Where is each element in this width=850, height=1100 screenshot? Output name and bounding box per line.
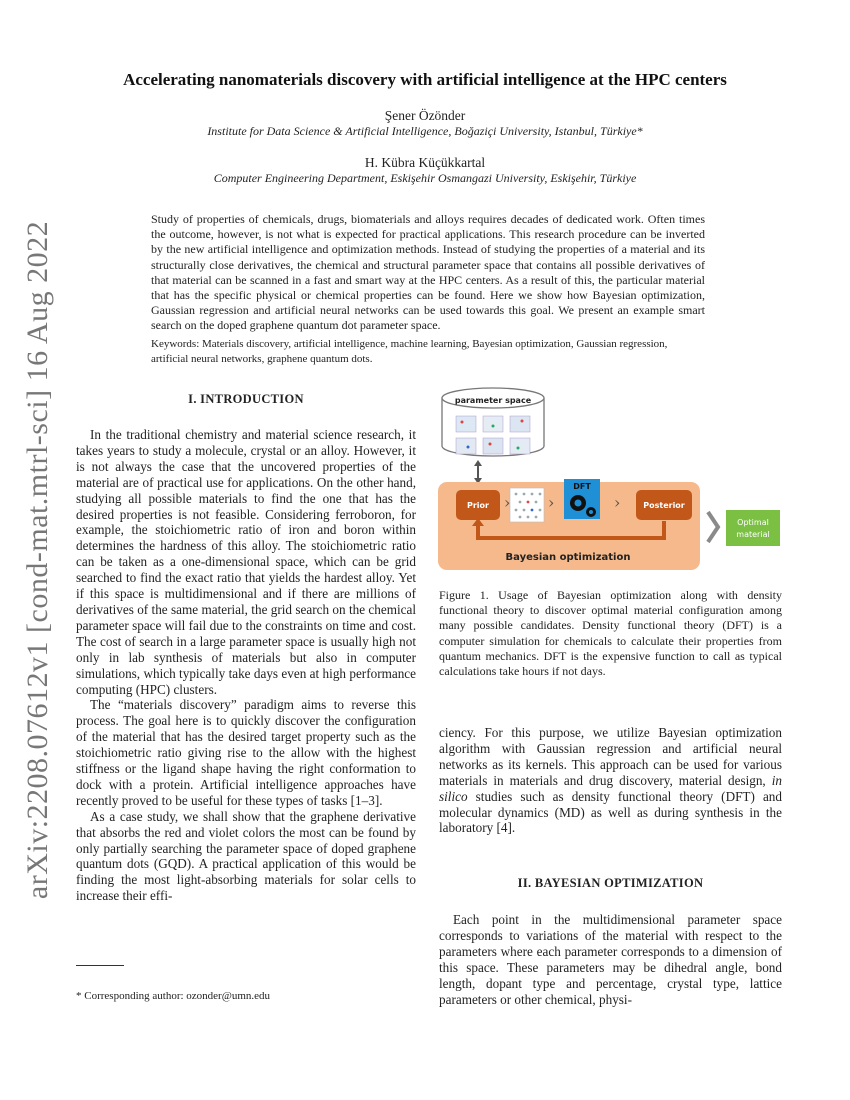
section-2-body — [439, 912, 782, 1007]
continuation-text-b: studies such as density functional theory (DFT) and molecular dynamics (MD) as well as during synthesis in the laboratory [4]. — [439, 788, 782, 836]
double-arrow — [474, 460, 482, 484]
right-column-continuation — [439, 725, 782, 836]
figure-1-caption: Figure 1. Usage of Bayesian optimization along with density functional theory to discover optimal material configuration among many possible candidates. Density functional theory (DFT) is a computer simulation for chemicals to calculate their properties from quantum mechanics. DFT is the expensive function to call as typical calculations take hours if not days. — [439, 588, 782, 679]
bayes-paragraph-1: Each point in the multidimensional parameter space corresponds to variations of the material with respect to the parameters where each parameter corresponds to a dimension of this space. These parameters may be dihedral angle, bond length, dopant type and percentage, crystal type, lattice parameters or other chemical, physi- — [439, 912, 782, 1007]
chevron-right-icon: › — [548, 493, 555, 512]
arxiv-sidebar-stamp — [18, 220, 58, 900]
figure-1-diagram — [438, 384, 783, 574]
author-1-affiliation: Institute for Data Science & Artificial Intelligence, Boğaziçi University, Istanbul, Türkiye* — [207, 124, 643, 138]
footnote: * Corresponding author: ozonder@umn.edu — [76, 990, 271, 1002]
chevron-right-icon: › — [614, 493, 621, 512]
paper-title: Accelerating nanomaterials discovery with artificial intelligence at the HPC centers — [123, 70, 727, 89]
parameter-space-label: parameter space — [454, 396, 532, 405]
dft-label: DFT — [573, 482, 591, 491]
section-1-heading: I. INTRODUCTION — [188, 392, 304, 406]
keywords: Keywords: Materials discovery, artificial intelligence, machine learning, Bayesian optimization, Gaussian regression, artificial neural networks, graphene quantum dots. — [151, 338, 668, 365]
section-2-heading: II. BAYESIAN OPTIMIZATION — [517, 876, 704, 890]
bayesian-optimization-label: Bayesian optimization — [505, 552, 631, 563]
author-1-name: Şener Özönder — [384, 108, 466, 123]
chevron-right-icon: › — [504, 493, 511, 512]
posterior-label: Posterior — [643, 501, 685, 510]
continuation-text-a: ciency. For this purpose, we utilize Bayesian optimization algorithm with Gaussian regression and artificial neural networks as its kernels. This approach can be used for various materials in materials and drug discovery, material design, — [439, 725, 782, 788]
footnote-rule — [76, 965, 124, 966]
left-column-body — [76, 427, 416, 904]
arxiv-identifier: arXiv:2208.07612v1 [cond-mat.mtrl-sci] 16 Aug 2022 — [21, 220, 54, 900]
intro-paragraph-3: As a case study, we shall show that the graphene derivative that absorbs the red and violet colors the most can be found by only partially searching the parameter space of doped graphene quantum dots (GQD). A practical application of this would be finding the most light-absorbing materials for solar cells to increase their effi- — [76, 808, 416, 904]
author-2-name: H. Kübra Küçükkartal — [364, 155, 486, 170]
author-2-affiliation: Computer Engineering Department, Eskişehir Osmangazi University, Eskişehir, Türkiye — [213, 171, 637, 185]
continuation-italic: in silico — [439, 772, 782, 804]
prior-label: Prior — [467, 501, 489, 510]
optimal-material-box — [726, 510, 780, 546]
big-chevron-right-icon — [708, 512, 718, 542]
optimal-label-line2: material — [736, 530, 770, 539]
optimal-label-line1: Optimal — [737, 518, 769, 527]
abstract: Study of properties of chemicals, drugs, biomaterials and alloys requires decades of dedicated work. Often times the outcome, however, is not what is expected for practical applications. This research procedure can be inverted by the new artificial intelligence and optimization methods. Instead of studying the properties of a material and its structurally close derivatives, the chemical and structural parameter space that contains all possible derivatives of that material can be scanned in a fast and smart way at the HPC centers. As a result of this, the particular material that has the specific physical or chemical properties can be found. Here we show how Bayesian optimization, Gaussian regression and artificial neural networks can be used towards this goal. We present an example smart search on the doped graphene quantum dot parameter space. — [151, 212, 705, 333]
intro-paragraph-1: In the traditional chemistry and material science research, it takes years to study a molecule, crystal or an alloy. However, it is not always the case that the uncovered properties of the material are of practical use for applications. On the other hand, studying all possible materials to find the one that has the desired properties is not feasible. Considering ferroboron, for example, the stoichiometric ratio of iron and boron within determines the hardness of this alloy. The stoichiometric ratio can be taken as a one-dimensional space, which can be grid searched to find the exact ratio that yields the hardest alloy. Yet if this space is multidimensional and if there are millions of derivatives of the same material, the grid search on the chemical parameter space will fail due to the constraints on time and cost. The cost of search in a large parameter space is usually high not only in lab synthesis of materials but also in computer simulations, which typically take days even at high performance computing (HPC) clusters. — [76, 427, 416, 697]
intro-paragraph-2: The “materials discovery” paradigm aims to reverse this process. The goal here is to quickly discover the configuration of the material that has the desired target property such as the stoichiometric ratio giving rise to the allow with the highest stiffness or the ligand shape having the right conformation to dock with a protein. Artificial intelligence approaches have recently proved to be useful for these types of tasks [1–3]. — [76, 697, 416, 808]
